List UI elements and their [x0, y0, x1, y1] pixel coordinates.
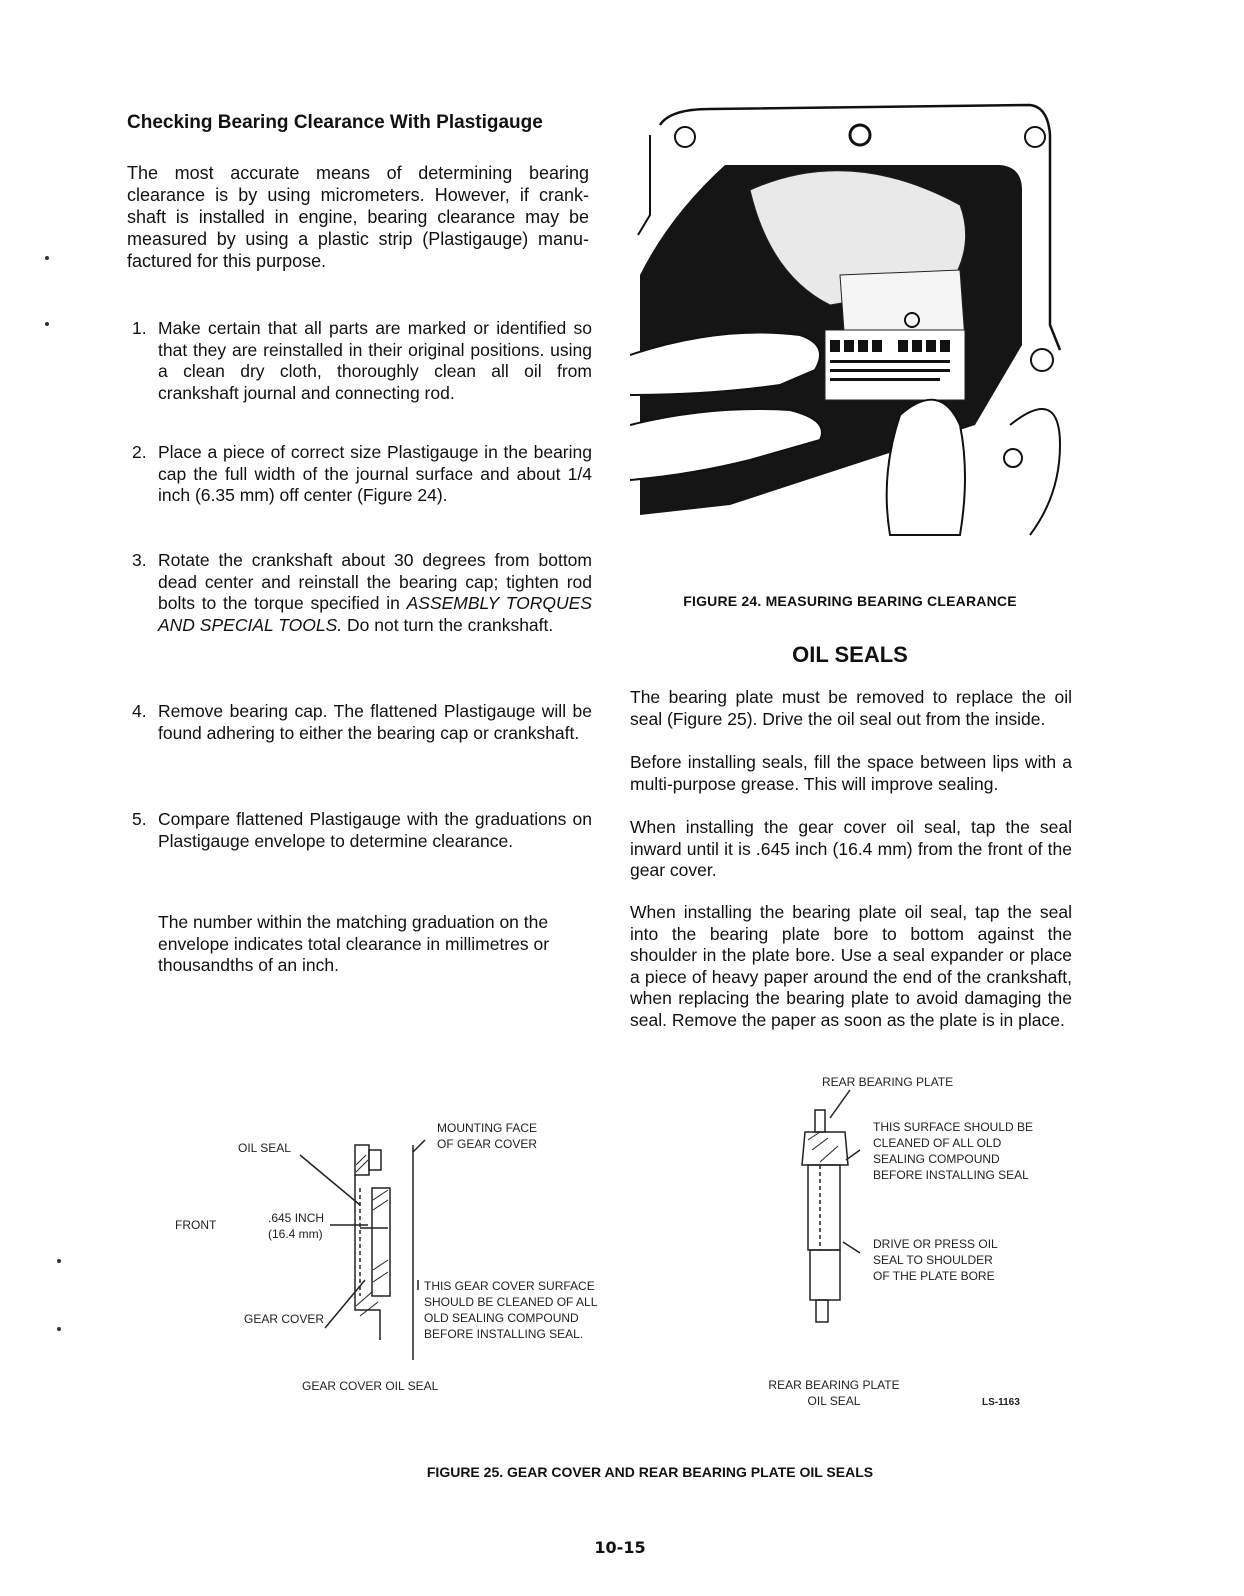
step-number: 1.	[132, 318, 147, 338]
label-gear-cover: GEAR COVER	[244, 1312, 325, 1326]
step-item	[132, 701, 592, 744]
margin-mark	[57, 1259, 61, 1263]
margin-mark	[45, 322, 49, 326]
step-text: Compare flattened Plastigauge with the graduations on Plastigauge envelope to determine clearance.	[158, 809, 592, 851]
label-drive-press: DRIVE OR PRESS OIL SEAL TO SHOULDER OF THE PLATE BORE	[873, 1237, 998, 1283]
oil-seals-heading: OIL SEALS	[792, 642, 908, 667]
figure25-diagram	[160, 1070, 1080, 1440]
step-italic-ref: ASSEMBLY TORQUES AND SPECIAL TOOLS.	[158, 593, 592, 635]
step-text: Remove bearing cap. The flattened Plastigauge will be found adhering to either the bearing cap or crankshaft.	[158, 701, 592, 743]
label-oil-seal: OIL SEAL	[238, 1141, 291, 1155]
oil-seal-paragraph: Before installing seals, fill the space between lips with a multi-purpose grease. This will improve sealing.	[630, 752, 1072, 794]
page-number: 10-15	[594, 1538, 646, 1557]
figure25-caption: FIGURE 25. GEAR COVER AND REAR BEARING PLATE OIL SEALS	[426, 1464, 874, 1480]
step-item	[132, 442, 592, 507]
step-text: Place a piece of correct size Plastigauge in the bearing cap the full width of the journal surface and about 1/4 inch (6.35 mm) off center (Figure 24).	[158, 442, 592, 505]
step-number: 4.	[132, 701, 147, 721]
label-rear-bearing-plate: REAR BEARING PLATE	[822, 1075, 954, 1089]
step-text: Make certain that all parts are marked or identified so that they are reinstalled in their original positions. using a clean dry cloth, thoroughly clean all oil from crankshaft journal and connecting rod.	[158, 318, 592, 403]
label-inch: .645 INCH (16.4 mm)	[268, 1211, 325, 1241]
step-number: 3.	[132, 550, 147, 570]
margin-mark	[57, 1327, 61, 1331]
oil-seal-paragraph: When installing the gear cover oil seal, tap the seal inward until it is .645 inch (16.4 mm) from the front of the gear cover.	[630, 817, 1072, 880]
label-gear-cover-surface: THIS GEAR COVER SURFACE SHOULD BE CLEANED OF ALL OLD SEALING COMPOUND BEFORE INSTALLING SEAL.	[424, 1279, 598, 1341]
oil-seal-paragraph: The bearing plate must be removed to replace the oil seal (Figure 25). Drive the oil seal out from the inside.	[630, 687, 1072, 729]
intro-paragraph: The most accurate means of determining bearing clearance is by using micrometers. However, if crank-shaft is installed in engine, bearing clearance may be measured by using a plastic strip (Plastigauge) manu-factured for this purpose.	[127, 163, 589, 271]
step-number: 5.	[132, 809, 147, 829]
figure24-caption: FIGURE 24. MEASURING BEARING CLEARANCE	[683, 593, 1017, 609]
oil-seal-paragraph: When installing the bearing plate oil seal, tap the seal into the bearing plate bore to bottom against the shoulder in the plate bore. Use a seal expander or place a piece of heavy paper around the end of the crankshaft, when replacing the bearing plate to avoid damaging the seal. Remove the paper as soon as the plate is in place.	[630, 902, 1072, 1030]
step-number: 2.	[132, 442, 147, 462]
label-this-surface: THIS SURFACE SHOULD BE CLEANED OF ALL OLD SEALING COMPOUND BEFORE INSTALLING SEAL	[873, 1120, 1034, 1182]
label-front: FRONT	[175, 1218, 217, 1232]
section-heading: Checking Bearing Clearance With Plastigauge	[127, 112, 543, 133]
step-item	[132, 809, 592, 852]
margin-mark	[45, 256, 49, 260]
label-rear-bearing-plate-oil-seal: REAR BEARING PLATE OIL SEAL	[768, 1378, 900, 1408]
label-mounting-face: MOUNTING FACE OF GEAR COVER	[437, 1121, 538, 1151]
label-ref-code: LS-1163	[982, 1397, 1020, 1408]
step-item	[132, 318, 592, 404]
step-text: Rotate the crankshaft about 30 degrees from bottom dead center and reinstall the bearing cap; tighten rod bolts to the torque specified in ASSEMBLY TORQUES AND SPECIAL TOOLS. Do not turn the crankshaft.	[158, 550, 592, 635]
label-gear-cover-oil-seal: GEAR COVER OIL SEAL	[302, 1379, 439, 1393]
figure24-photo	[630, 95, 1070, 550]
clearance-note: The number within the matching graduation on the envelope indicates total clearance in millimetres or thousandths of an inch.	[158, 912, 550, 975]
step-item	[132, 550, 592, 636]
